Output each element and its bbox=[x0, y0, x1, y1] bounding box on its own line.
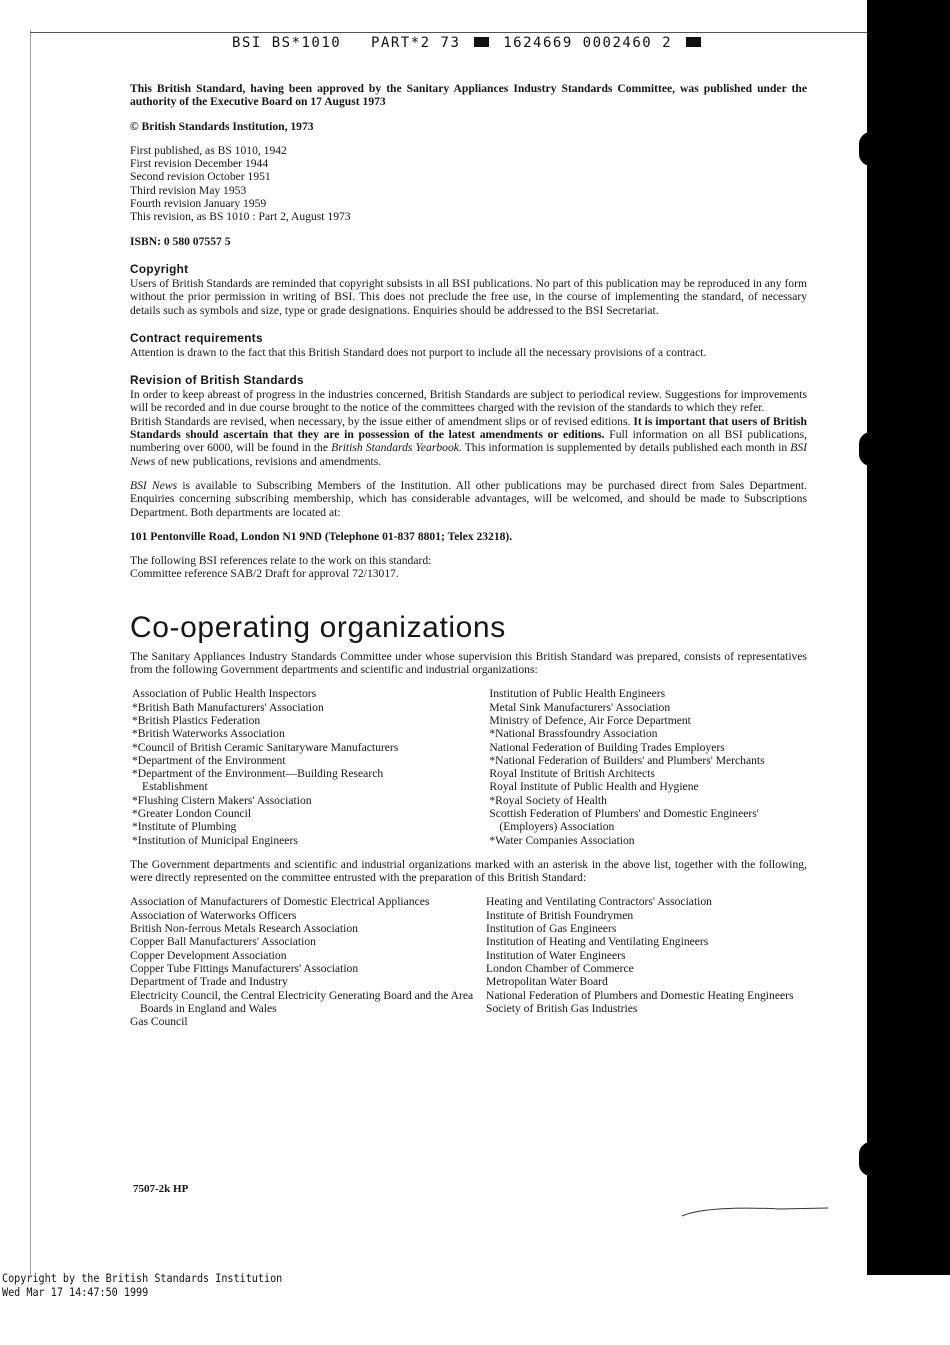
org-item: *Royal Society of Health bbox=[489, 793, 607, 807]
org-item: *Water Companies Association bbox=[489, 833, 635, 847]
revision-text: This information is supplemented by details published each month in bbox=[464, 441, 788, 455]
reference-line: Committee reference SAB/2 Draft for approval 72/13017. bbox=[130, 567, 399, 581]
section-title: Co-operating organizations bbox=[130, 610, 506, 644]
footer-line: Wed Mar 17 14:47:50 1999 bbox=[2, 1284, 149, 1299]
footer-stamp bbox=[2, 1272, 282, 1299]
org-column-left bbox=[130, 687, 489, 847]
binding-tab bbox=[859, 132, 873, 166]
org-column-left bbox=[130, 895, 486, 1028]
edition-line: This revision, as BS 1010 : Part 2, August 1973 bbox=[130, 210, 351, 224]
org-item: London Chamber of Commerce bbox=[486, 961, 634, 975]
org-item: *Flushing Cistern Makers' Association bbox=[132, 793, 312, 807]
edition-history bbox=[130, 144, 807, 224]
org-item: *Institute of Plumbing bbox=[132, 820, 237, 834]
bsi-news-paragraph bbox=[130, 479, 807, 519]
org-item: Institution of Gas Engineers bbox=[486, 922, 617, 936]
org-item: Royal Institute of Public Health and Hygiene bbox=[489, 780, 699, 794]
top-rule bbox=[30, 32, 870, 33]
org-item: Copper Development Association bbox=[130, 948, 287, 962]
revision-text: of new publications, revisions and amendments. bbox=[158, 454, 382, 468]
contract-heading: Contract requirements bbox=[130, 330, 263, 345]
edition-line: First published, as BS 1010, 1942 bbox=[130, 143, 287, 157]
revision-paragraph-2 bbox=[130, 415, 807, 468]
revision-paragraph-1: In order to keep abreast of progress in the industries concerned, British Standards are subject to periodical review. Suggestions for improvements will be recorded and in due course brought to the notice of the committees charged with the revision of the standards to which they refer. bbox=[130, 388, 807, 415]
revision-heading: Revision of British Standards bbox=[130, 373, 304, 388]
org-item: Ministry of Defence, Air Force Department bbox=[489, 713, 691, 727]
org-item: Institution of Water Engineers bbox=[486, 948, 626, 962]
org-item: *British Plastics Federation bbox=[132, 713, 261, 727]
org-item: Association of Public Health Inspectors bbox=[132, 687, 317, 701]
org-item: *National Brassfoundry Association bbox=[489, 727, 658, 741]
org-item: *British Bath Manufacturers' Association bbox=[132, 700, 324, 714]
edition-line: First revision December 1944 bbox=[130, 157, 269, 171]
page-edge-line bbox=[30, 30, 31, 1275]
print-reference-code: 7507-2k HP bbox=[133, 1183, 189, 1195]
org-item: *Greater London Council bbox=[132, 806, 252, 820]
org-item: British Non-ferrous Metals Research Association bbox=[130, 922, 358, 936]
scan-edge-bar bbox=[867, 0, 950, 1275]
header-code-part1: BSI BS*1010 bbox=[232, 35, 342, 51]
edition-line: Third revision May 1953 bbox=[130, 183, 247, 197]
org-item: Metropolitan Water Board bbox=[486, 975, 608, 989]
coop-note: The Government departments and scientific and industrial organizations marked with an asterisk in the above list, together with the following, were directly represented on the committee entrusted with the preparation of this British Standard: bbox=[130, 857, 807, 885]
org-item: Institute of British Foundrymen bbox=[486, 908, 634, 922]
org-item: Association of Waterworks Officers bbox=[130, 908, 297, 922]
committee-organizations bbox=[130, 687, 807, 847]
copyright-text: Users of British Standards are reminded that copyright subsists in all BSI publications. No part of this publication may be reproduced in any form without the prior permission in writing of BSI. This does not preclude the free use, in the course of implementing the standard, of necessary details such as symbols and size, type or grade designations. Enquiries should be addressed to the BSI Secretariat. bbox=[130, 276, 807, 317]
bsi-news-title: BSI News bbox=[130, 441, 807, 468]
revision-text: British Standards are revised, when necessary, by the issue either of amendment slips or of revised editions. bbox=[130, 414, 631, 428]
bsi-news-title: BSI News bbox=[130, 478, 178, 492]
org-item: Heating and Ventilating Contractors' Association bbox=[486, 895, 712, 909]
org-item: Institution of Public Health Engineers bbox=[489, 687, 666, 701]
org-item: Royal Institute of British Architects bbox=[489, 767, 655, 781]
binding-tab bbox=[859, 432, 873, 466]
org-item: Metal Sink Manufacturers' Association bbox=[489, 700, 671, 714]
revision-important: It is important that users of British Standards should ascertain that they are in possession of the latest amendments or editions. bbox=[130, 414, 807, 442]
header-code-part3: 1624669 0002460 2 bbox=[503, 35, 673, 51]
revision-text: Full information on all BSI publications, numbering over 6000, will be found in the bbox=[130, 428, 807, 455]
document-code-header bbox=[232, 35, 752, 51]
org-item: National Federation of Plumbers and Domestic Heating Engineers bbox=[486, 988, 794, 1002]
yearbook-title: British Standards Yearbook. bbox=[331, 441, 462, 455]
org-item: *Council of British Ceramic Sanitaryware Manufacturers bbox=[132, 740, 399, 754]
org-item: Association of Manufacturers of Domestic Electrical Appliances bbox=[130, 895, 430, 909]
org-item: Department of Trade and Industry bbox=[130, 975, 288, 989]
org-item: Institution of Heating and Ventilating Engineers bbox=[486, 935, 709, 949]
copyright-notice: © British Standards Institution, 1973 bbox=[130, 119, 314, 133]
coop-intro: The Sanitary Appliances Industry Standards Committee under whose supervision this British Standard was prepared, consists of representatives from the following Government departments and scientific and industrial organizations: bbox=[130, 649, 807, 677]
org-item: Copper Ball Manufacturers' Association bbox=[130, 935, 316, 949]
org-item: Copper Tube Fittings Manufacturers' Association bbox=[130, 961, 359, 975]
bsi-news-text: is available to Subscribing Members of the Institution. All other publications may be purchased direct from Sales Department. Enquiries concerning subscribing membership, which has considerable advantages, will be welcomed, and should be made to Subscriptions Department. Both departments are located at: bbox=[130, 478, 807, 519]
org-item: *Institution of Municipal Engineers bbox=[132, 833, 298, 847]
approval-statement: This British Standard, having been approved by the Sanitary Appliances Industry Standards Committee, was published under the authority of the Executive Board on 17 August 1973 bbox=[130, 82, 807, 109]
org-item: Society of British Gas Industries bbox=[486, 1001, 638, 1015]
footer-line: Copyright by the British Standards Institution bbox=[2, 1271, 283, 1285]
block-mark-icon bbox=[686, 37, 701, 47]
org-item: *National Federation of Builders' and Plumbers' Merchants bbox=[489, 753, 765, 767]
header-code-part2: PART*2 73 bbox=[371, 35, 461, 51]
binding-tab bbox=[859, 1142, 873, 1176]
org-item: *British Waterworks Association bbox=[132, 727, 285, 741]
copyright-heading: Copyright bbox=[130, 261, 189, 276]
org-column-right bbox=[489, 687, 807, 847]
org-item: Gas Council bbox=[130, 1015, 188, 1029]
page-content bbox=[130, 82, 807, 1028]
edition-line: Second revision October 1951 bbox=[130, 170, 271, 184]
org-item: National Federation of Building Trades Employers bbox=[489, 740, 725, 754]
reference-line: The following BSI references relate to the work on this standard: bbox=[130, 554, 432, 568]
org-item: Electricity Council, the Central Electricity Generating Board and the Area Boards in England and Wales bbox=[130, 988, 474, 1015]
org-item: Scottish Federation of Plumbers' and Domestic Engineers' (Employers) Association bbox=[489, 806, 759, 834]
block-mark-icon bbox=[474, 37, 489, 47]
contract-text: Attention is drawn to the fact that this British Standard does not purport to include all the necessary provisions of a contract. bbox=[130, 345, 707, 359]
additional-organizations bbox=[130, 895, 807, 1028]
pen-stroke-mark bbox=[680, 1204, 830, 1218]
org-item: *Department of the Environment bbox=[132, 753, 286, 767]
org-item: *Department of the Environment—Building Research Establishment bbox=[132, 767, 384, 794]
isbn: ISBN: 0 580 07557 5 bbox=[130, 234, 231, 248]
bsi-references bbox=[130, 554, 807, 581]
org-column-right bbox=[486, 895, 806, 1028]
edition-line: Fourth revision January 1959 bbox=[130, 197, 267, 211]
bsi-address: 101 Pentonville Road, London N1 9ND (Telephone 01-837 8801; Telex 23218). bbox=[130, 529, 513, 543]
